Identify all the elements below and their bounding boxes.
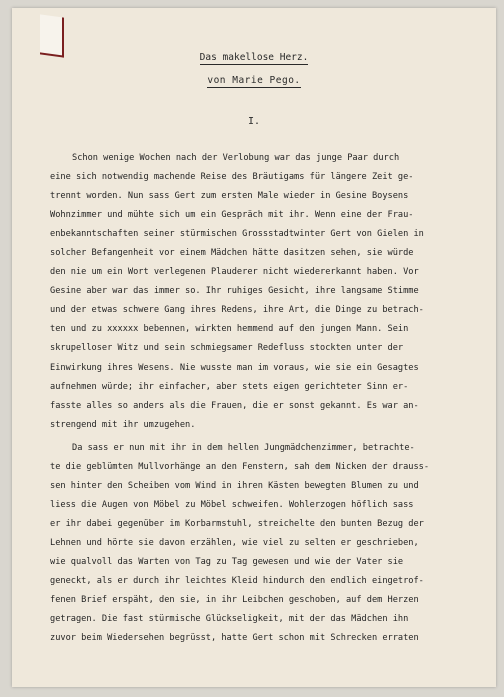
text-line: solcher Befangenheit vor einem Mädchen hätte dasitzen sehen, sie würde [50,248,414,259]
title-block [12,52,496,88]
text-body [50,149,490,648]
text-line: Da sass er nun mit ihr in dem hellen Jungmädchenzimmer, betrachte- [72,442,415,453]
text-line: den nie um ein Wort verlegenen Plauderer nicht wiedererkannt haben. Vor [50,267,419,278]
text-line: Wohnzimmer und mühte sich um ein Gespräch mit ihr. Wenn eine der Frau- [50,210,414,221]
text-line: zuvor beim Wiedersehen begrüsst, hatte Gert schon mit Schrecken erraten [50,633,419,644]
text-line: getragen. Die fast stürmische Glückseligkeit, mit der das Mädchen ihn [50,614,409,625]
text-line: aufnehmen würde; ihr einfacher, aber stets eigen gerichteter Sinn er- [50,381,409,392]
text-line: wie qualvoll das Warten von Tag zu Tag gewesen und wie der Vater sie [50,556,404,567]
text-line: fasste alles so anders als die Frauen, die er sonst gekannt. Es war an- [50,400,419,411]
text-line: er ihr dabei gegenüber im Korbarmstuhl, streichelte den bunten Bezug der [50,518,424,529]
text-line: skrupelloser Witz und sein schmiegsamer Redefluss stockten unter der [50,343,404,354]
text-line: und der etwas schwere Gang ihres Redens, ihre Art, die Dinge zu betrach- [50,305,424,316]
text-line: fenen Brief erspäht, den sie, in ihr Leibchen geschoben, auf dem Herzen [50,595,419,606]
text-line: te die geblümten Mullvorhänge an den Fenstern, sah dem Nicken der drauss- [50,461,430,472]
text-line: trennt worden. Nun sass Gert zum ersten Male wieder in Gesine Boysens [50,191,409,202]
text-line: Gesine aber war das immer so. Ihr ruhiges Gesicht, ihre langsame Stimme [50,286,419,297]
text-line: ten und zu xxxxxx bebennen, wirkten hemmend auf den jungen Mann. Sein [50,324,409,335]
author-line: von Marie Pego. [207,75,301,86]
text-line: Einwirkung ihres Wesens. Nie wusste man im voraus, wie sie ein Gesagtes [50,362,419,373]
text-line: strengend mit ihr umzugehen. [50,419,196,430]
text-line: sen hinter den Scheiben vom Wind in ihren Kästen bewegten Blumen zu und [50,480,419,491]
section-number: I. [247,116,261,127]
text-line: eine sich notwendig machende Reise des Bräutigams für längere Zeit ge- [50,172,414,183]
text-line: liess die Augen von Möbel zu Möbel schweifen. Wohlerzogen höflich sass [50,499,414,510]
text-line: Lehnen und hörte sie davon erzählen, wie viel zu selten er geschrieben, [50,537,419,548]
text-line: geneckt, als er durch ihr leichtes Kleid hindurch den endlich eingetrof- [50,576,424,587]
text-line: enbekanntschaften seiner stürmischen Grossstadtwinter Gert von Gielen in [50,229,424,240]
paper-sheet [12,8,496,687]
text-line: Schon wenige Wochen nach der Verlobung war das junge Paar durch [72,153,400,163]
document-title: Das makellose Herz. [199,52,309,63]
